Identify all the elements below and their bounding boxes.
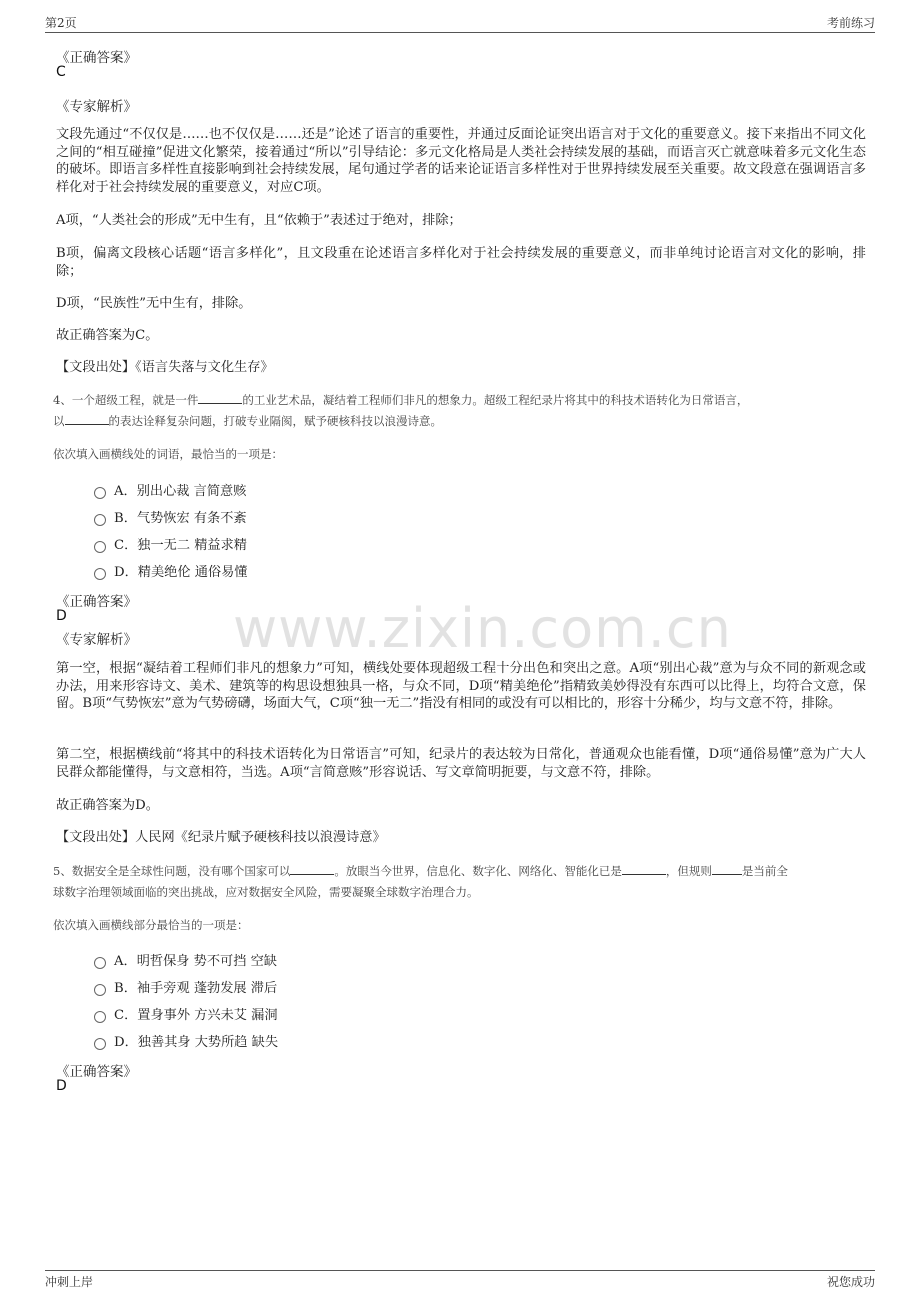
analysis-label: 《专家解析》 xyxy=(56,632,137,648)
question-4-stem: 4、一个超级工程，就是一件 的工业艺术品，凝结着工程师们非凡的想象力。超级工程纪录片将其中的科技术语转化为日常语言， 以 的表达诠释复杂问题，打破专业隔阂，赋予硬核科技以浪漫诗意。 xyxy=(53,393,749,428)
radio-icon[interactable] xyxy=(94,568,106,580)
option-d[interactable]: D．精美绝伦 通俗易懂 xyxy=(94,561,247,579)
option-a[interactable]: A．别出心裁 言简意赅 xyxy=(94,480,246,498)
option-c[interactable]: C．独一无二 精益求精 xyxy=(94,534,247,552)
answer-value: C xyxy=(56,64,66,80)
analysis-conclusion: 故正确答案为D。 xyxy=(56,798,159,813)
source-citation: 【文段出处】人民网《纪录片赋予硬核科技以浪漫诗意》 xyxy=(56,830,386,845)
source-citation: 【文段出处】《语言失落与文化生存》 xyxy=(56,360,274,375)
page-number: 第2页 xyxy=(45,16,77,30)
question-4-prompt: 依次填入画横线处的词语，最恰当的一项是： xyxy=(53,447,283,461)
analysis-paragraph: B项，偏离文段核心话题“语言多样化”，且文段重在论述语言多样化对于社会持续发展的重要意义，而非单纯讨论语言对文化的影响，排除； xyxy=(56,246,866,279)
radio-icon[interactable] xyxy=(94,1011,106,1023)
blank xyxy=(198,391,242,404)
analysis-conclusion: 故正确答案为C。 xyxy=(56,328,159,343)
option-a[interactable]: A．明哲保身 势不可挡 空缺 xyxy=(94,950,277,968)
answer-label: 《正确答案》 xyxy=(56,50,137,66)
analysis-paragraph: D项，“民族性”无中生有，排除。 xyxy=(56,296,252,311)
radio-icon[interactable] xyxy=(94,514,106,526)
blank xyxy=(290,862,334,875)
radio-icon[interactable] xyxy=(94,984,106,996)
footer-left-text: 冲刺上岸 xyxy=(45,1275,94,1289)
radio-icon[interactable] xyxy=(94,957,106,969)
answer-value: D xyxy=(56,1078,67,1094)
answer-value: D xyxy=(56,608,67,624)
blank xyxy=(712,862,742,875)
answer-label: 《正确答案》 xyxy=(56,1064,137,1080)
watermark: www.zixin.com.cn xyxy=(233,597,732,660)
blank xyxy=(65,412,109,425)
radio-icon[interactable] xyxy=(94,541,106,553)
analysis-paragraph: A项，“人类社会的形成”无中生有，且“依赖于”表述过于绝对，排除； xyxy=(56,213,462,228)
radio-icon[interactable] xyxy=(94,1038,106,1050)
question-5-stem: 5、数据安全是全球性问题，没有哪个国家可以 。放眼当今世界，信息化、数字化、网络化、智能化已是 ，但规则 是当前全 球数字治理领域面临的突出挑战，应对数据安全风险，需要凝聚全球数字治理合力。 xyxy=(53,864,788,899)
option-b[interactable]: B．气势恢宏 有条不紊 xyxy=(94,507,247,525)
header-title: 考前练习 xyxy=(826,16,875,30)
analysis-paragraph: 第二空，根据横线前“将其中的科技术语转化为日常语言”可知，纪录片的表达较为日常化，普通观众也能看懂，D项“通俗易懂”意为广大人民群众都能懂得，与文意相符，当选。A项“言简意赅”形容说话、写文章简明扼要，与文意不符，排除。 xyxy=(56,747,866,780)
option-c[interactable]: C．置身事外 方兴未艾 漏洞 xyxy=(94,1004,278,1022)
footer-right-text: 祝您成功 xyxy=(826,1275,875,1289)
radio-icon[interactable] xyxy=(94,487,106,499)
page-header xyxy=(45,14,875,33)
blank xyxy=(622,862,666,875)
option-d[interactable]: D．独善其身 大势所趋 缺失 xyxy=(94,1031,278,1049)
question-5-prompt: 依次填入画横线部分最恰当的一项是： xyxy=(53,918,249,932)
analysis-label: 《专家解析》 xyxy=(56,99,137,115)
analysis-paragraph: 文段先通过“不仅仅是……也不仅仅是……还是”论述了语言的重要性，并通过反面论证突出语言对于文化的重要意义。接下来指出不同文化之间的“相互碰撞”促进文化繁荣，接着通过“所以”引导结论：多元文化格局是人类社会持续发展的基础，而语言灭亡就意味着多元文化生态的破坏。即语言多样性直接影响到社会持续发展，尾句通过学者的话来论证语言多样性对于世界持续发展至关重要。故文段意在强调语言多样化对于社会持续发展的重要意义，对应C项。 xyxy=(56,127,866,195)
answer-label: 《正确答案》 xyxy=(56,594,137,610)
option-b[interactable]: B．袖手旁观 蓬勃发展 滞后 xyxy=(94,977,277,995)
analysis-paragraph: 第一空，根据“凝结着工程师们非凡的想象力”可知，横线处要体现超级工程十分出色和突出之意。A项“别出心裁”意为与众不同的新观念或办法，用来形容诗文、美术、建筑等的构思设想独具一格，与众不同，D项“精美绝伦”指精致美妙得没有东西可以比得上，均符合文意，保留。B项“气势恢宏”意为气势磅礴，场面大气，C项“独一无二”指没有相同的或没有可以相比的，形容十分稀少，均与文意不符，排除。 xyxy=(56,661,866,711)
page-footer xyxy=(45,1270,875,1291)
